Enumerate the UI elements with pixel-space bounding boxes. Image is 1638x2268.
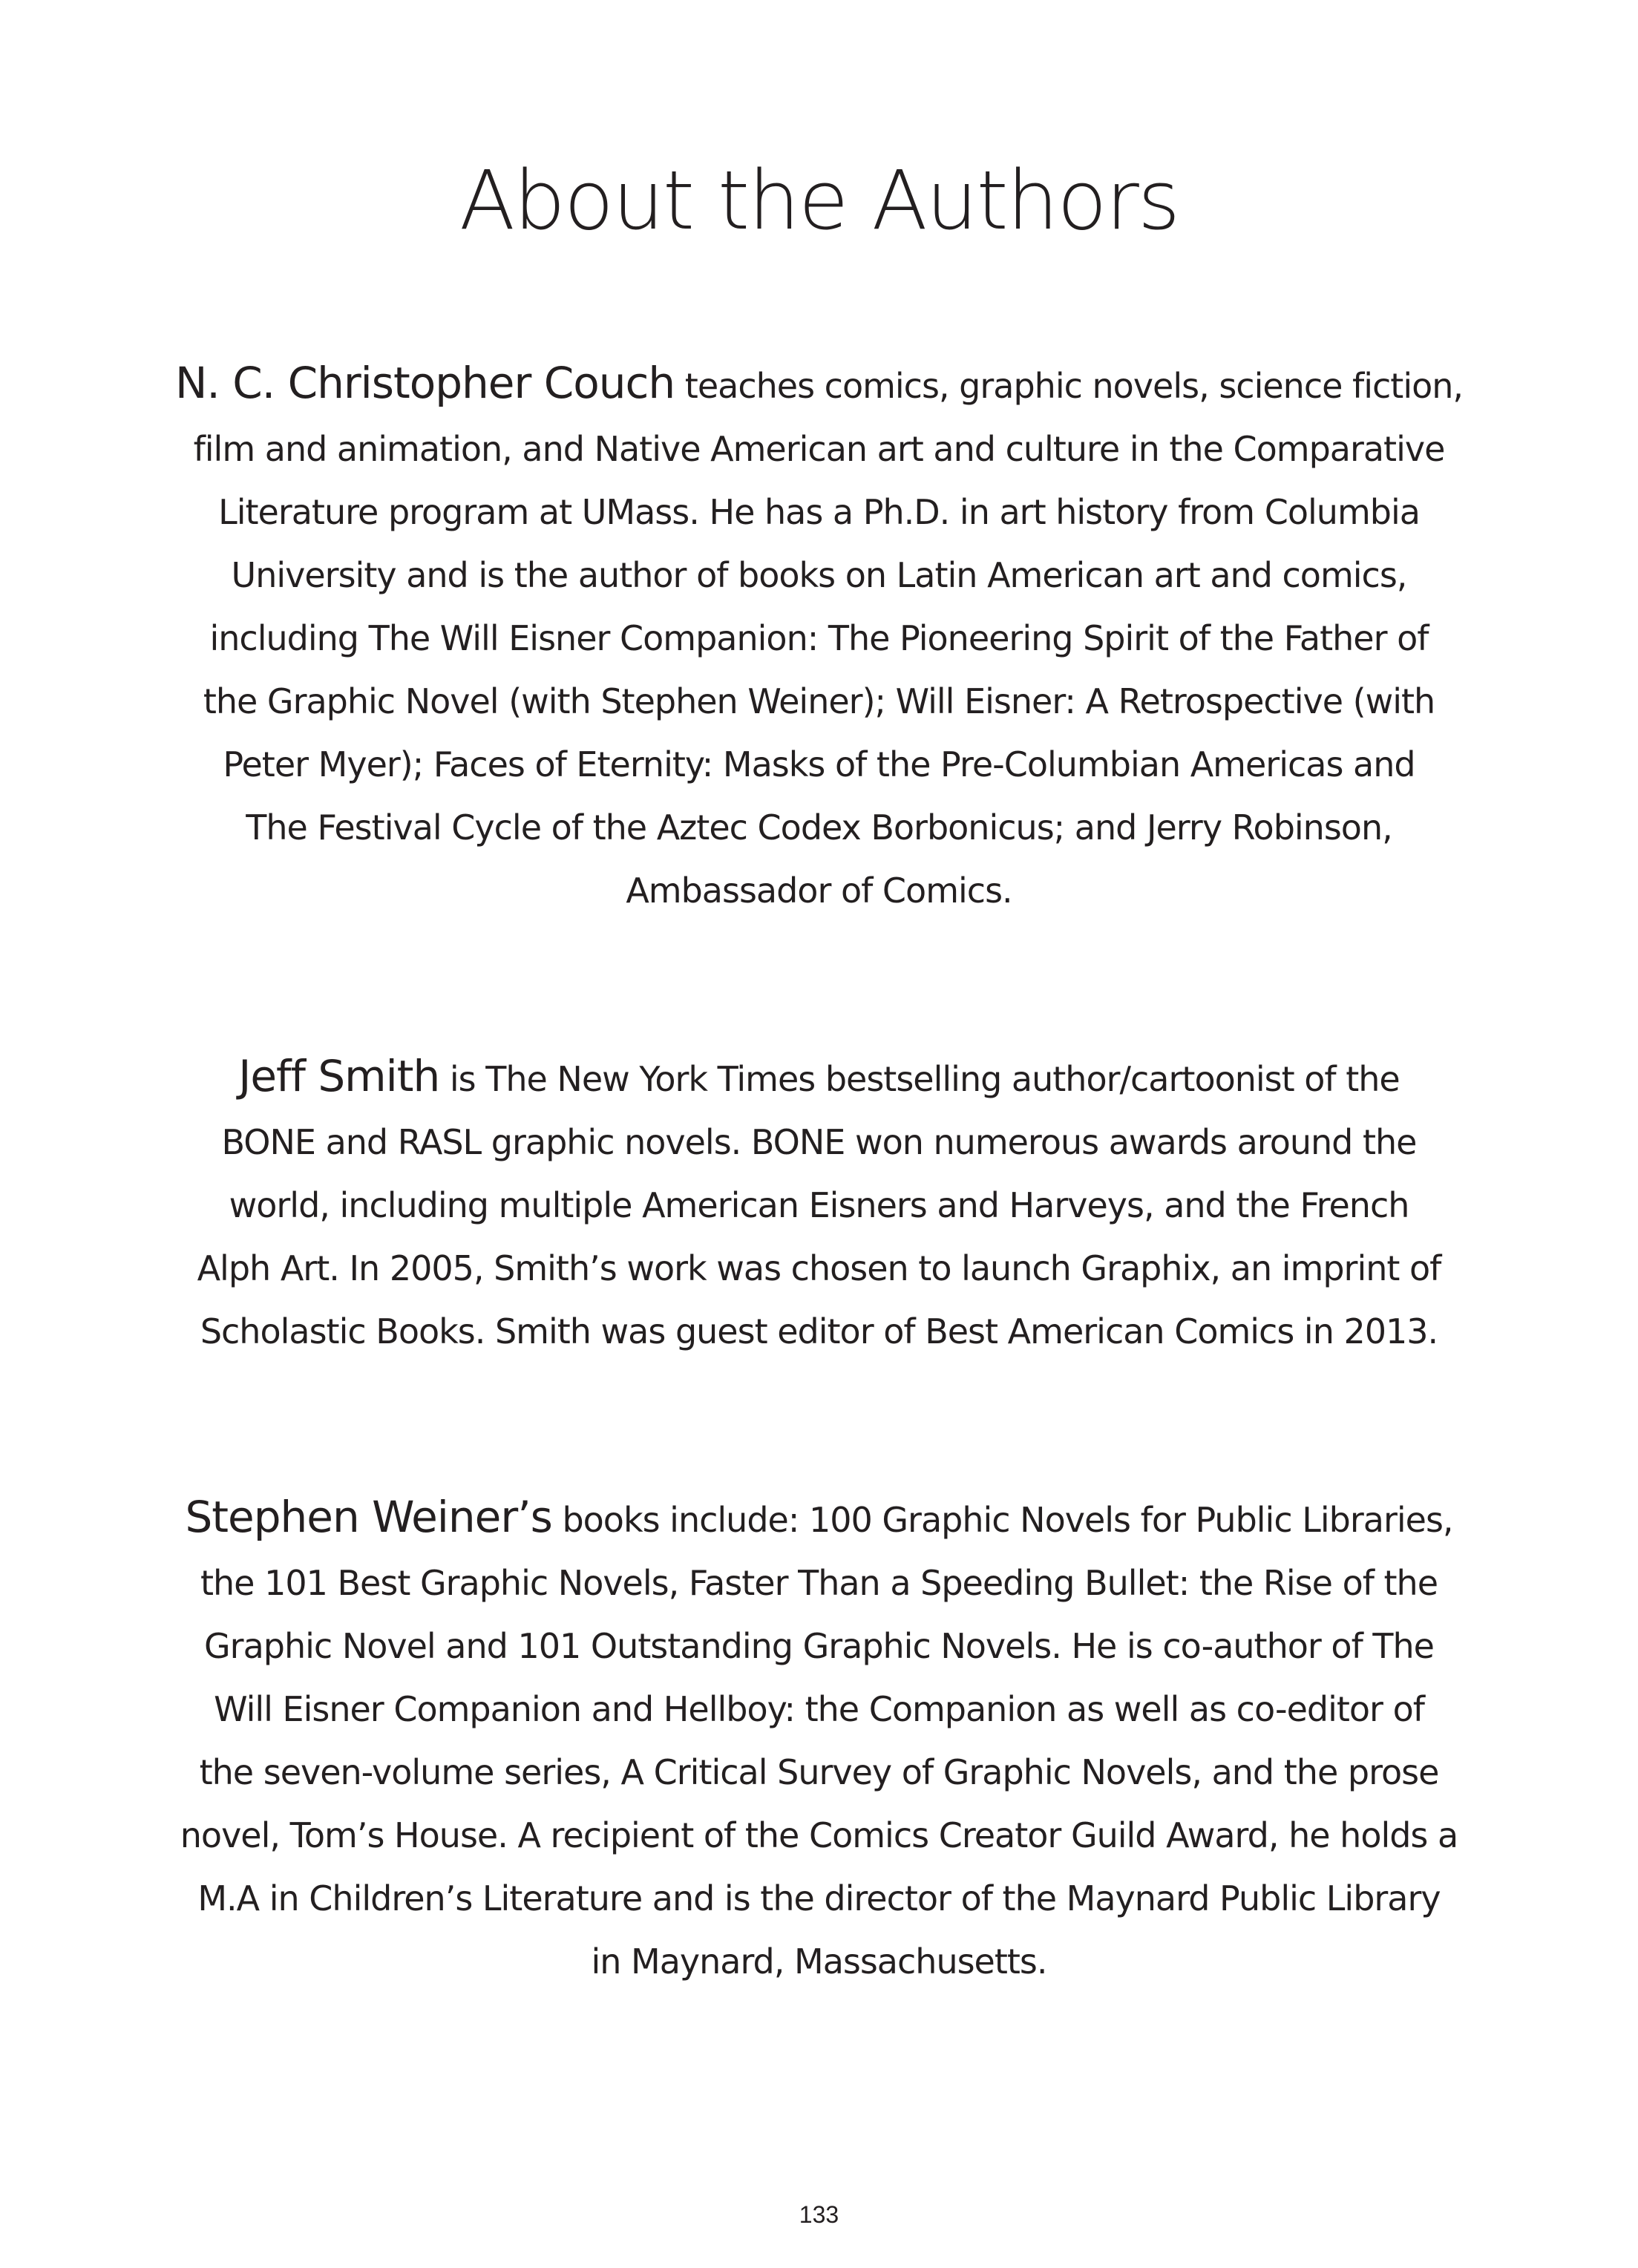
author-bio-couch	[163, 352, 1475, 922]
bio-line: Scholastic Books. Smith was guest editor of Best American Comics in 2013.	[200, 1311, 1438, 1351]
bio-line: The Festival Cycle of the Aztec Codex Borbonicus; and Jerry Robinson,	[246, 807, 1392, 848]
bio-first-line	[163, 352, 1475, 418]
bio-line: the Graphic Novel (with Stephen Weiner); Will Eisner: A Retrospective (with	[203, 681, 1435, 721]
bio-first-line	[163, 1486, 1475, 1552]
bio-line: Peter Myer); Faces of Eternity: Masks of the Pre-Columbian Americas and	[223, 744, 1415, 784]
bio-line: Literature program at UMass. He has a Ph.D. in art history from Columbia	[218, 492, 1420, 532]
bio-line: Alph Art. In 2005, Smith’s work was chosen to launch Graphix, an imprint of	[197, 1248, 1441, 1288]
bio-text: books include: 100 Graphic Novels for Public Libraries,	[551, 1500, 1453, 1540]
bio-line: film and animation, and Native American art and culture in the Comparative	[193, 429, 1445, 469]
bio-line: Graphic Novel and 101 Outstanding Graphic Novels. He is co-author of The	[204, 1626, 1434, 1666]
bio-line: M.A in Children’s Literature and is the director of the Maynard Public Library	[197, 1878, 1441, 1918]
bio-text: teaches comics, graphic novels, science fiction,	[675, 366, 1464, 406]
bio-line: including The Will Eisner Companion: The Pioneering Spirit of the Father of	[209, 618, 1429, 658]
bio-line: University and is the author of books on Latin American art and comics,	[231, 555, 1407, 595]
author-name: Stephen Weiner’s	[185, 1492, 552, 1542]
page-title: About the Authors	[459, 153, 1179, 248]
bio-first-line	[163, 1045, 1475, 1111]
bio-line: BONE and RASL graphic novels. BONE won numerous awards around the	[221, 1122, 1417, 1162]
bio-line: the seven-volume series, A Critical Survey of Graphic Novels, and the prose	[199, 1752, 1439, 1792]
bio-text: is The New York Times bestselling author/cartoonist of the	[439, 1059, 1400, 1099]
bio-line: Will Eisner Companion and Hellboy: the Companion as well as co-editor of	[214, 1689, 1424, 1729]
author-name: Jeff Smith	[238, 1051, 440, 1101]
bio-line: world, including multiple American Eisners and Harveys, and the French	[229, 1185, 1409, 1225]
bio-line: Ambassador of Comics.	[626, 871, 1012, 911]
author-bio-smith	[163, 1045, 1475, 1363]
bio-line: the 101 Best Graphic Novels, Faster Than a Speeding Bullet: the Rise of the	[200, 1563, 1438, 1603]
bio-line: in Maynard, Massachusetts.	[591, 1941, 1047, 1982]
page-number: 133	[799, 2201, 839, 2228]
author-name: N. C. Christopher Couch	[174, 358, 675, 408]
author-bio-weiner	[163, 1486, 1475, 1993]
bio-line: novel, Tom’s House. A recipient of the Comics Creator Guild Award, he holds a	[180, 1815, 1458, 1855]
